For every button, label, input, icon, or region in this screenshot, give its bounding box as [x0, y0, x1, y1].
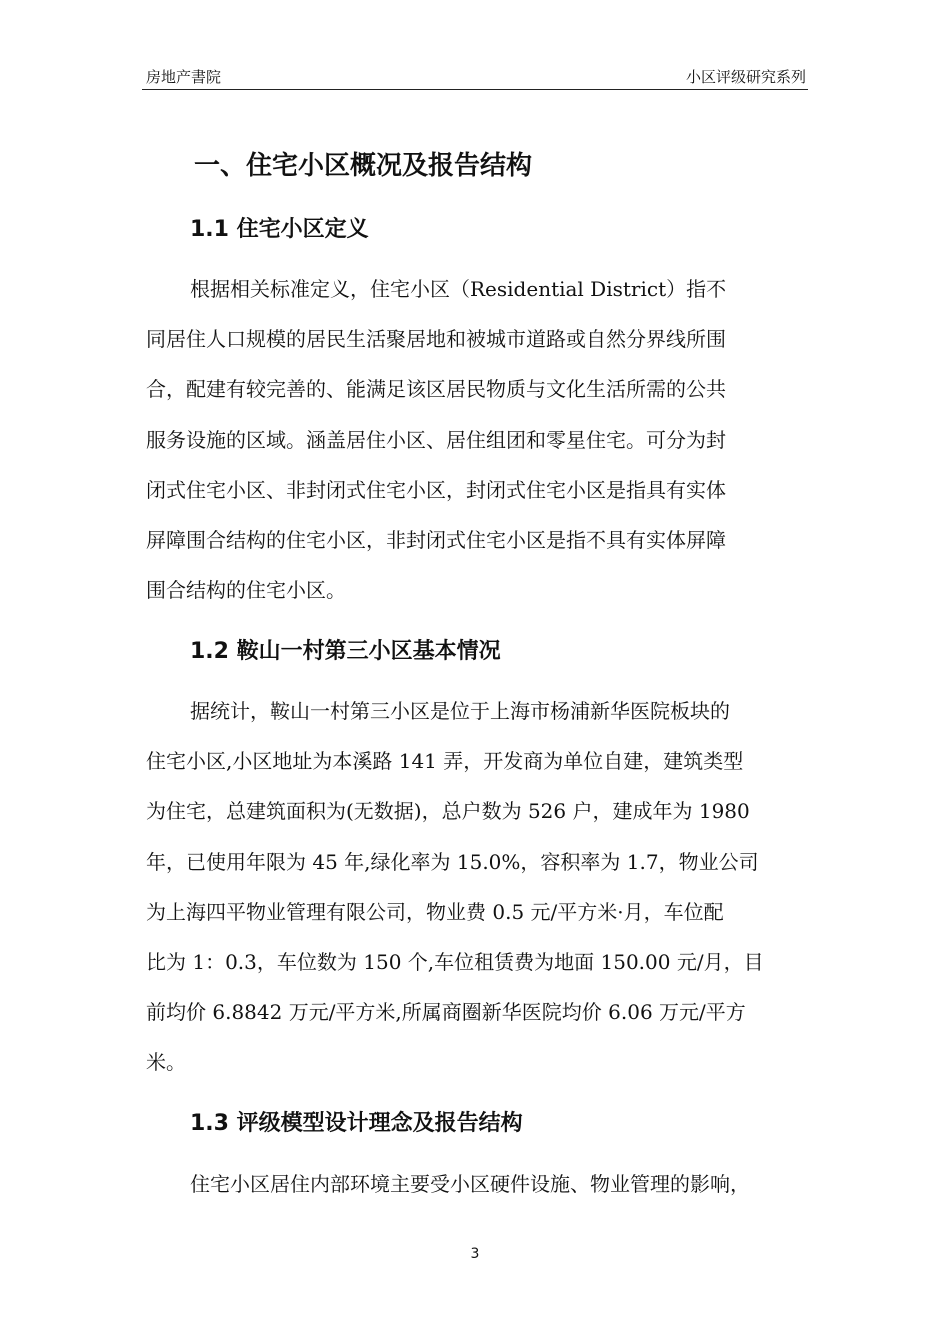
- text-line: 为上海四平物业管理有限公司，物业费 0.5 元/平方米·月，车位配: [146, 899, 724, 924]
- subsection-heading-1-2: 1.2 鞍山一村第三小区基本情况: [190, 639, 501, 664]
- header-left-title: 房地产書院: [146, 68, 222, 86]
- text-line: 服务设施的区域。涵盖居住小区、居住组团和零星住宅。可分为封: [146, 427, 726, 452]
- text-line: 根据相关标准定义，住宅小区（Residential District）指不: [190, 277, 727, 301]
- text-line: 同居住人口规模的居民生活聚居地和被城市道路或自然分界线所围: [146, 327, 726, 352]
- text-line: 住宅小区居住内部环境主要受小区硬件设施、物业管理的影响，: [190, 1172, 750, 1196]
- section-heading: 一、住宅小区概况及报告结构: [194, 151, 533, 181]
- paragraph-1-2: [146, 686, 808, 1088]
- text-line: 米。: [146, 1050, 186, 1075]
- paragraph-1-1: [146, 264, 808, 615]
- text-line: 年，已使用年限为 45 年,绿化率为 15.0%，容积率为 1.7，物业公司: [146, 849, 759, 874]
- subsection-heading-1-1: 1.1 住宅小区定义: [190, 217, 369, 242]
- text-line: 比为 1：0.3，车位数为 150 个,车位租赁费为地面 150.00 元/月，目: [146, 949, 764, 974]
- text-line: 住宅小区,小区地址为本溪路 141 弄，开发商为单位自建，建筑类型: [146, 749, 744, 774]
- text-line: 为住宅，总建筑面积为(无数据)，总户数为 526 户，建成年为 1980: [146, 799, 750, 824]
- header-divider: [142, 89, 808, 90]
- subsection-heading-1-3: 1.3 评级模型设计理念及报告结构: [190, 1111, 523, 1136]
- text-line: 闭式住宅小区、非封闭式住宅小区，封闭式住宅小区是指具有实体: [146, 477, 726, 502]
- text-line: 屏障围合结构的住宅小区，非封闭式住宅小区是指不具有实体屏障: [146, 527, 726, 552]
- text-line: 围合结构的住宅小区。: [146, 578, 346, 603]
- text-line: 据统计，鞍山一村第三小区是位于上海市杨浦新华医院板块的: [190, 699, 730, 723]
- header-right-title: 小区评级研究系列: [685, 68, 806, 86]
- page-number: 3: [470, 1246, 480, 1262]
- paragraph-1-3: [146, 1159, 808, 1209]
- text-line: 合，配建有较完善的、能满足该区居民物质与文化生活所需的公共: [146, 377, 726, 402]
- text-line: 前均价 6.8842 万元/平方米,所属商圈新华医院均价 6.06 万元/平方: [146, 1000, 746, 1025]
